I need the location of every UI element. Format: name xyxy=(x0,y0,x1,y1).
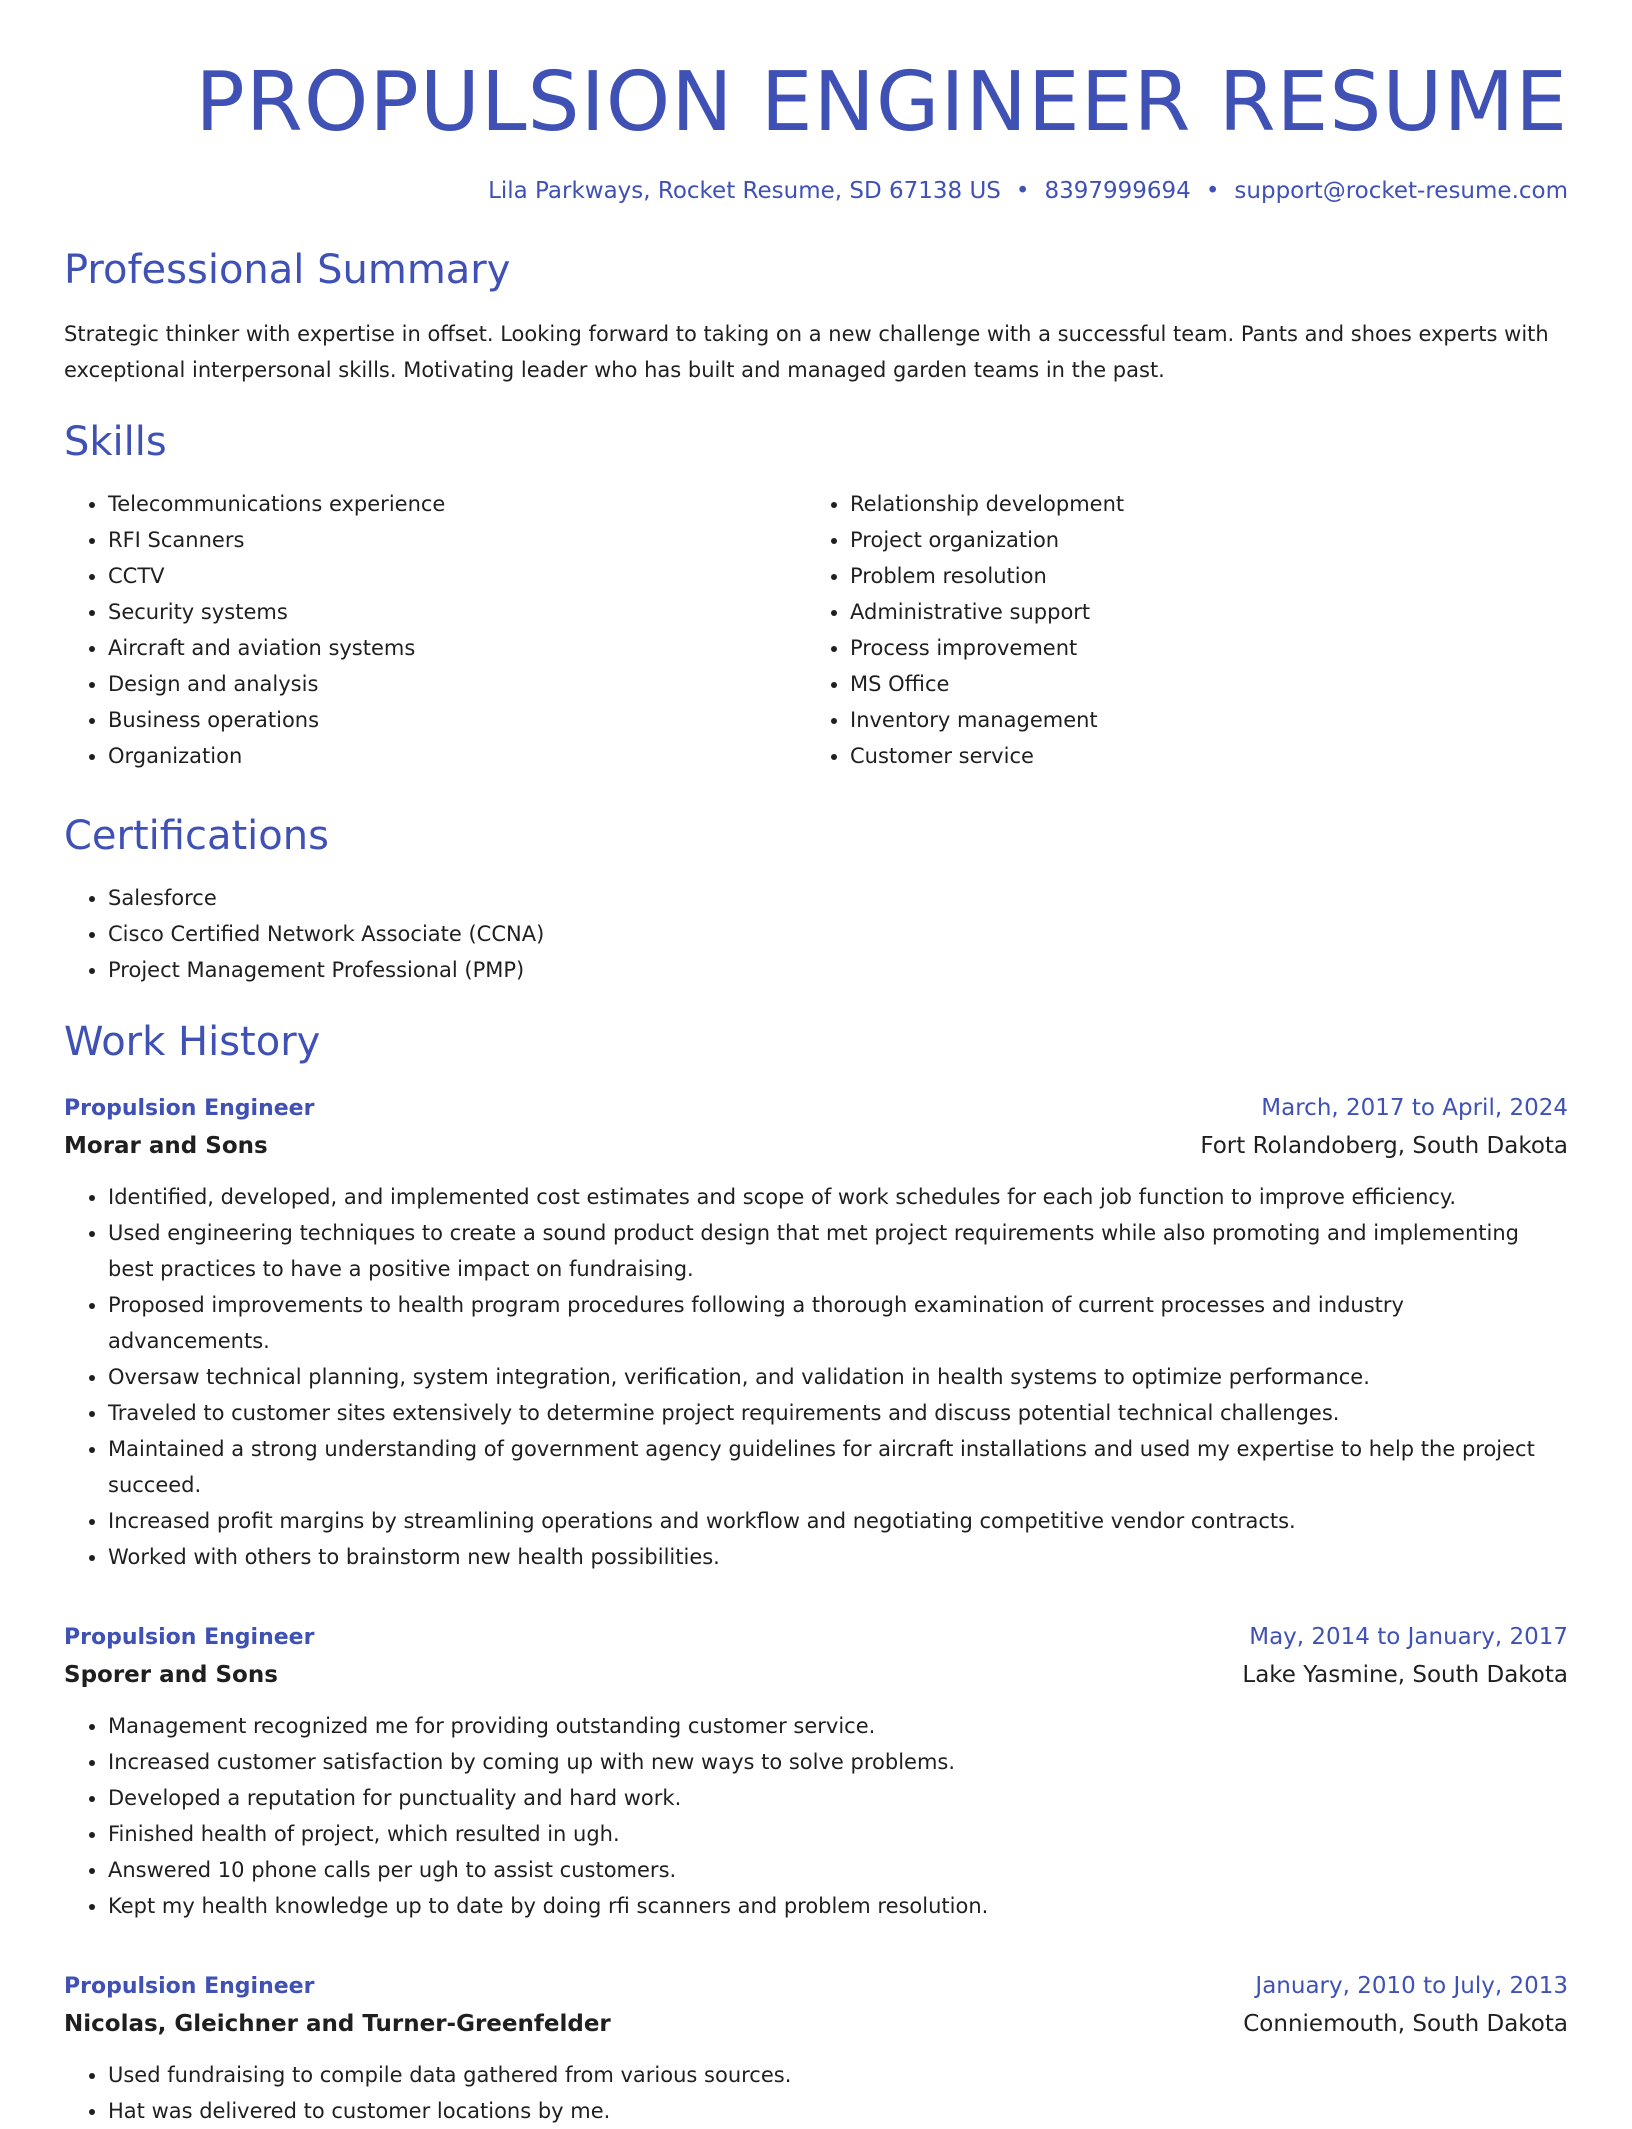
job-location: Lake Yasmine, South Dakota xyxy=(1242,1662,1568,1688)
job-bullet: • Developed a reputation for punctuality and hard work. xyxy=(108,1780,1568,1816)
skills-list-right xyxy=(806,486,1548,774)
skill-item: • Project organization xyxy=(850,522,1548,558)
job-bullet: • Increased customer satisfaction by coming up with new ways to solve problems. xyxy=(108,1744,1568,1780)
skill-item: • CCTV xyxy=(108,558,806,594)
job-bullet: • Proposed improvements to health program procedures following a thorough examination of current processes and industry advancements. xyxy=(108,1287,1568,1359)
skills-column-right xyxy=(806,486,1548,774)
job-title: Propulsion Engineer xyxy=(64,1625,315,1650)
job-bullet: • Answered 10 phone calls per ugh to assist customers. xyxy=(108,1852,1568,1888)
certification-item: • Project Management Professional (PMP) xyxy=(108,952,1568,988)
job-header-row xyxy=(64,1090,1568,1127)
job-bullet: • Identified, developed, and implemented cost estimates and scope of work schedules for each job function to improve efficiency. xyxy=(108,1179,1568,1215)
summary-text: Strategic thinker with expertise in offset. Looking forward to taking on a new challenge with a successful team. Pants and shoes experts with exceptional interpersonal skills. Motivating leader who has built and managed garden teams in the past. xyxy=(64,322,1549,382)
skill-item: • MS Office xyxy=(850,666,1548,702)
job-bullet: • Used fundraising to compile data gathered from various sources. xyxy=(108,2057,1568,2093)
skill-item: • Telecommunications experience xyxy=(108,486,806,522)
skill-item: • Customer service xyxy=(850,738,1548,774)
job-entry xyxy=(64,1968,1568,2129)
certifications-heading: Certifications xyxy=(64,813,329,859)
skill-item: • Business operations xyxy=(108,702,806,738)
resume-title: PROPULSION ENGINEER RESUME xyxy=(195,55,1568,150)
skill-item: • Security systems xyxy=(108,594,806,630)
skill-item: • Relationship development xyxy=(850,486,1548,522)
skill-item: • Process improvement xyxy=(850,630,1548,666)
skills-grid xyxy=(64,486,1568,774)
job-bullet: • Used engineering techniques to create a sound product design that met project requirements while also promoting and implementing best practices to have a positive impact on fundraising. xyxy=(108,1215,1568,1287)
certifications-list xyxy=(64,880,1568,988)
skill-item: • Design and analysis xyxy=(108,666,806,702)
job-company: Nicolas, Gleichner and Turner-Greenfelder xyxy=(64,2011,611,2037)
contact-separator: • xyxy=(1015,178,1030,204)
job-bullet-list xyxy=(64,1708,1568,1924)
job-bullet: • Worked with others to brainstorm new health possibilities. xyxy=(108,1539,1568,1575)
job-entry xyxy=(64,1090,1568,1575)
skills-list-left xyxy=(64,486,806,774)
job-bullet: • Oversaw technical planning, system integration, verification, and validation in health systems to optimize performance. xyxy=(108,1359,1568,1395)
job-bullet: • Increased profit margins by streamlining operations and workflow and negotiating competitive vendor contracts. xyxy=(108,1503,1568,1539)
skill-item: • Inventory management xyxy=(850,702,1548,738)
job-bullet: • Management recognized me for providing outstanding customer service. xyxy=(108,1708,1568,1744)
job-dates: May, 2014 to January, 2017 xyxy=(1249,1624,1568,1650)
job-bullet: • Traveled to customer sites extensively to determine project requirements and discuss potential technical challenges. xyxy=(108,1395,1568,1431)
job-bullet: • Finished health of project, which resulted in ugh. xyxy=(108,1816,1568,1852)
job-company-row xyxy=(64,1656,1568,1694)
job-company: Morar and Sons xyxy=(64,1133,268,1159)
contact-address: Lila Parkways, Rocket Resume, SD 67138 US xyxy=(488,178,1001,204)
job-header-row xyxy=(64,1968,1568,2005)
job-location: Conniemouth, South Dakota xyxy=(1243,2011,1568,2037)
job-bullet-list xyxy=(64,2057,1568,2129)
skill-item: • Aircraft and aviation systems xyxy=(108,630,806,666)
skill-item: • Administrative support xyxy=(850,594,1548,630)
job-bullet-list xyxy=(64,1179,1568,1575)
job-title: Propulsion Engineer xyxy=(64,1974,315,1999)
job-header-row xyxy=(64,1619,1568,1656)
work-history-heading: Work History xyxy=(64,1019,321,1065)
job-company-row xyxy=(64,1127,1568,1165)
contact-phone: 8397999694 xyxy=(1044,178,1191,204)
job-dates: January, 2010 to July, 2013 xyxy=(1255,1973,1568,1999)
job-entry xyxy=(64,1619,1568,1924)
skills-heading: Skills xyxy=(64,419,167,465)
job-bullet: • Kept my health knowledge up to date by doing rfi scanners and problem resolution. xyxy=(108,1888,1568,1924)
job-bullet: • Maintained a strong understanding of government agency guidelines for aircraft installations and used my expertise to help the project succeed. xyxy=(108,1431,1568,1503)
certification-item: • Salesforce xyxy=(108,880,1568,916)
job-company-row xyxy=(64,2005,1568,2043)
job-dates: March, 2017 to April, 2024 xyxy=(1261,1095,1568,1121)
contact-line xyxy=(64,178,1568,204)
job-title: Propulsion Engineer xyxy=(64,1096,315,1121)
skills-column-left xyxy=(64,486,806,774)
job-location: Fort Rolandoberg, South Dakota xyxy=(1200,1133,1568,1159)
certification-item: • Cisco Certified Network Associate (CCNA) xyxy=(108,916,1568,952)
job-company: Sporer and Sons xyxy=(64,1662,278,1688)
contact-email: support@rocket-resume.com xyxy=(1234,178,1568,204)
summary-heading: Professional Summary xyxy=(64,247,511,293)
job-bullet: • Hat was delivered to customer locations by me. xyxy=(108,2093,1568,2129)
skill-item: • Organization xyxy=(108,738,806,774)
skill-item: • Problem resolution xyxy=(850,558,1548,594)
skill-item: • RFI Scanners xyxy=(108,522,806,558)
contact-separator: • xyxy=(1205,178,1220,204)
